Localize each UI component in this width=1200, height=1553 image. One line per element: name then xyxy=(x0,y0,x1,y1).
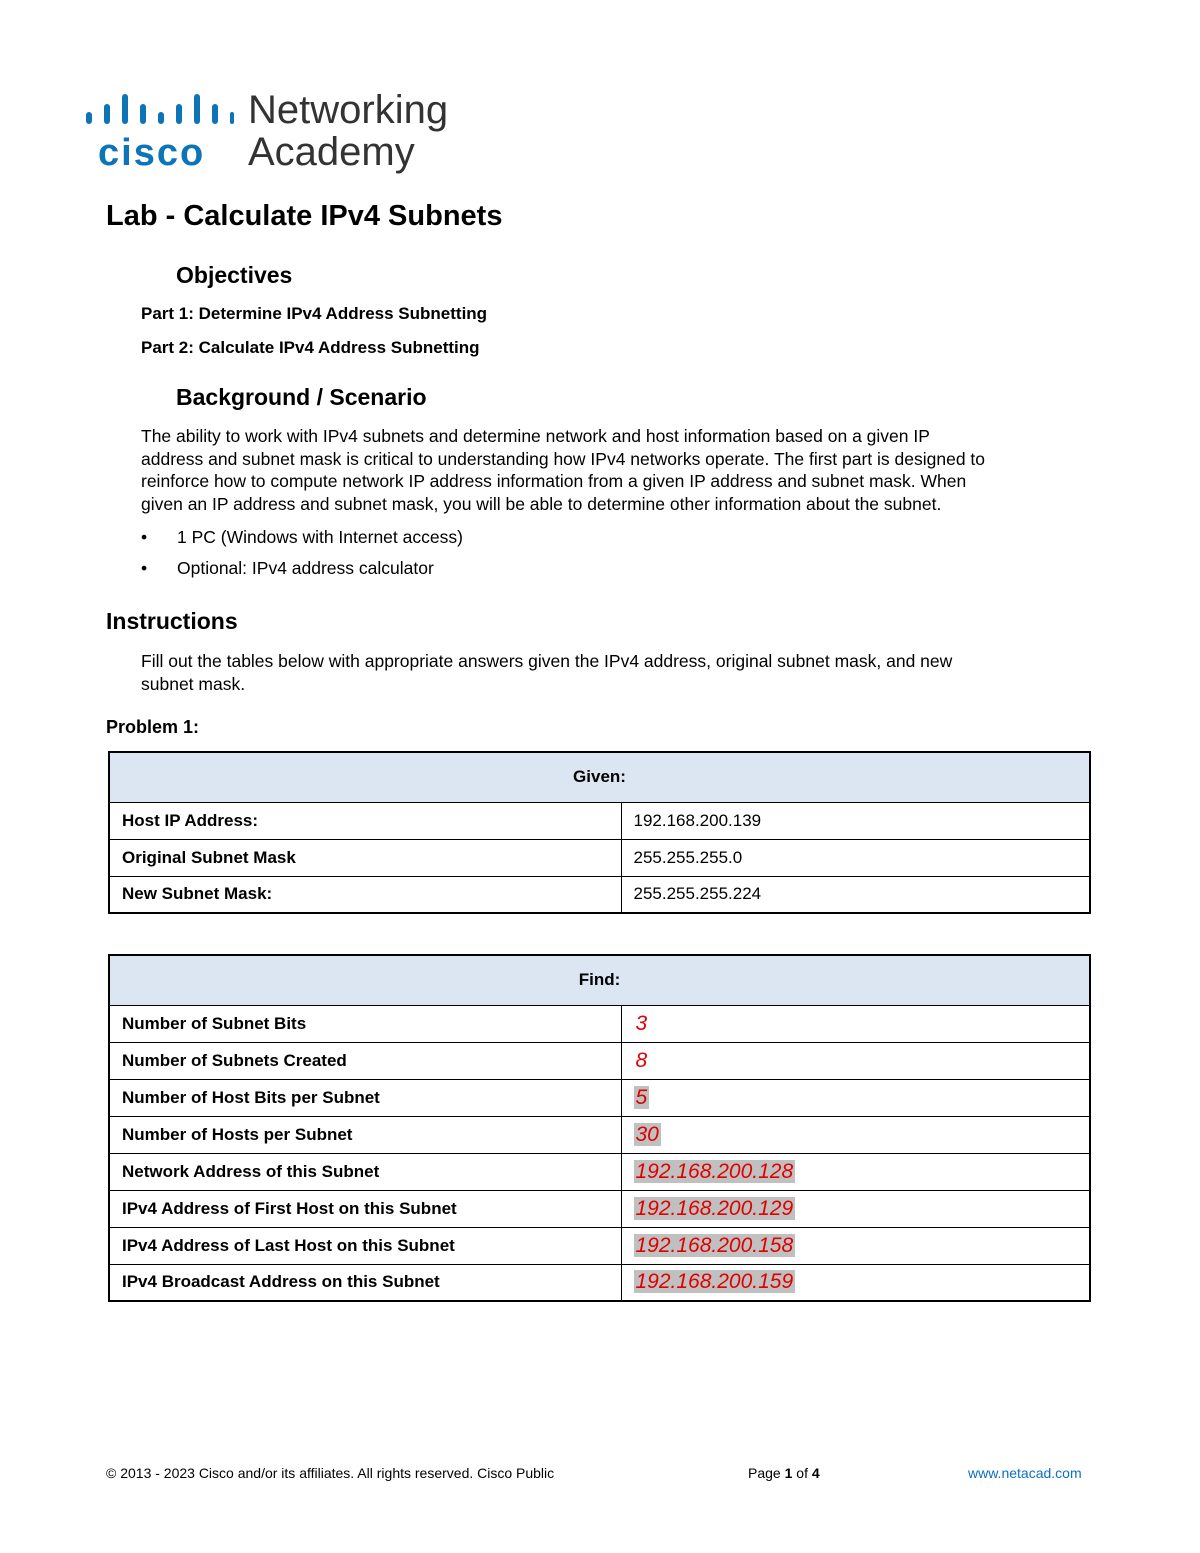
requirement-bullet xyxy=(141,558,434,579)
table-row xyxy=(109,1079,1090,1116)
instructions-line: Fill out the tables below with appropriate answers given the IPv4 address, original subnet mask, and new xyxy=(141,651,953,671)
find-header: Find: xyxy=(109,955,1090,1005)
answer-value: 192.168.200.158 xyxy=(635,1233,794,1257)
answer-value: 8 xyxy=(635,1048,648,1072)
bullet-icon: • xyxy=(141,527,148,547)
logo-networking-text: Networking xyxy=(248,88,449,132)
table-header-row xyxy=(109,752,1090,802)
find-answer-cell[interactable] xyxy=(621,1079,1090,1116)
find-label: IPv4 Address of First Host on this Subnet xyxy=(109,1190,621,1227)
table-row xyxy=(109,876,1090,913)
background-line: The ability to work with IPv4 subnets and determine network and host information based on a given IP xyxy=(141,426,930,446)
objective-part-1: Part 1: Determine IPv4 Address Subnetting xyxy=(141,304,488,323)
find-table xyxy=(108,954,1091,1302)
find-answer-cell[interactable] xyxy=(621,1227,1090,1264)
find-label: Number of Subnets Created xyxy=(109,1042,621,1079)
table-row xyxy=(109,839,1090,876)
cisco-bridge-bars-icon xyxy=(84,92,234,132)
table-row xyxy=(109,1116,1090,1153)
table-row xyxy=(109,1190,1090,1227)
find-answer-cell[interactable] xyxy=(621,1116,1090,1153)
objective-part-2: Part 2: Calculate IPv4 Address Subnetting xyxy=(141,338,480,357)
given-value: 255.255.255.0 xyxy=(621,839,1090,876)
answer-value: 192.168.200.129 xyxy=(635,1196,794,1220)
instructions-paragraph xyxy=(141,650,1101,695)
background-line: reinforce how to compute network IP address information from a given IP address and subnet mask. When xyxy=(141,471,967,491)
background-line: address and subnet mask is critical to understanding how IPv4 networks operate. The first part is designed to xyxy=(141,448,986,469)
table-row xyxy=(109,1264,1090,1301)
page-prefix: Page xyxy=(748,1465,785,1481)
given-label: Original Subnet Mask xyxy=(109,839,621,876)
bullet-text: Optional: IPv4 address calculator xyxy=(177,558,434,578)
find-answer-cell[interactable] xyxy=(621,1264,1090,1301)
find-label: IPv4 Broadcast Address on this Subnet xyxy=(109,1264,621,1301)
footer-page-number xyxy=(748,1465,820,1481)
given-label: Host IP Address: xyxy=(109,802,621,839)
find-answer-cell[interactable] xyxy=(621,1005,1090,1042)
page-total: 4 xyxy=(811,1465,820,1481)
table-row xyxy=(109,1153,1090,1190)
answer-value: 192.168.200.128 xyxy=(635,1159,794,1183)
bullet-icon: • xyxy=(141,558,148,578)
given-header: Given: xyxy=(109,752,1090,802)
find-answer-cell[interactable] xyxy=(621,1190,1090,1227)
logo-academy-text: Academy xyxy=(248,130,415,174)
answer-value: 30 xyxy=(635,1122,659,1146)
bullet-text: 1 PC (Windows with Internet access) xyxy=(177,527,463,547)
background-paragraph xyxy=(141,425,1101,515)
logo-cisco-wordmark: cisco xyxy=(98,132,206,174)
table-header-row xyxy=(109,955,1090,1005)
find-label: Number of Subnet Bits xyxy=(109,1005,621,1042)
requirement-bullet xyxy=(141,527,463,548)
find-label: IPv4 Address of Last Host on this Subnet xyxy=(109,1227,621,1264)
table-row xyxy=(109,802,1090,839)
background-line: given an IP address and subnet mask, you will be able to determine other information about the subnet. xyxy=(141,493,942,514)
instructions-heading: Instructions xyxy=(106,608,238,634)
find-answer-cell[interactable] xyxy=(621,1153,1090,1190)
table-row xyxy=(109,1005,1090,1042)
table-row xyxy=(109,1227,1090,1264)
page-current: 1 xyxy=(784,1465,793,1481)
table-row xyxy=(109,1042,1090,1079)
answer-value: 192.168.200.159 xyxy=(635,1270,794,1294)
page-title: Lab - Calculate IPv4 Subnets xyxy=(106,200,503,232)
given-value: 255.255.255.224 xyxy=(621,876,1090,913)
page-mid: of xyxy=(792,1465,812,1481)
footer-copyright: © 2013 - 2023 Cisco and/or its affiliates. All rights reserved. Cisco Public xyxy=(106,1465,555,1481)
given-value: 192.168.200.139 xyxy=(621,802,1090,839)
footer-website-link[interactable]: www.netacad.com xyxy=(968,1465,1082,1481)
instructions-line: subnet mask. xyxy=(141,673,246,694)
cisco-networking-academy-logo xyxy=(84,88,484,178)
find-answer-cell[interactable] xyxy=(621,1042,1090,1079)
find-label: Network Address of this Subnet xyxy=(109,1153,621,1190)
background-heading: Background / Scenario xyxy=(176,384,427,410)
objectives-heading: Objectives xyxy=(176,262,293,288)
problem-label: Problem 1: xyxy=(106,717,200,737)
answer-value: 3 xyxy=(635,1011,648,1035)
given-label: New Subnet Mask: xyxy=(109,876,621,913)
given-table xyxy=(108,751,1091,914)
find-label: Number of Host Bits per Subnet xyxy=(109,1079,621,1116)
find-label: Number of Hosts per Subnet xyxy=(109,1116,621,1153)
answer-value: 5 xyxy=(635,1085,648,1109)
